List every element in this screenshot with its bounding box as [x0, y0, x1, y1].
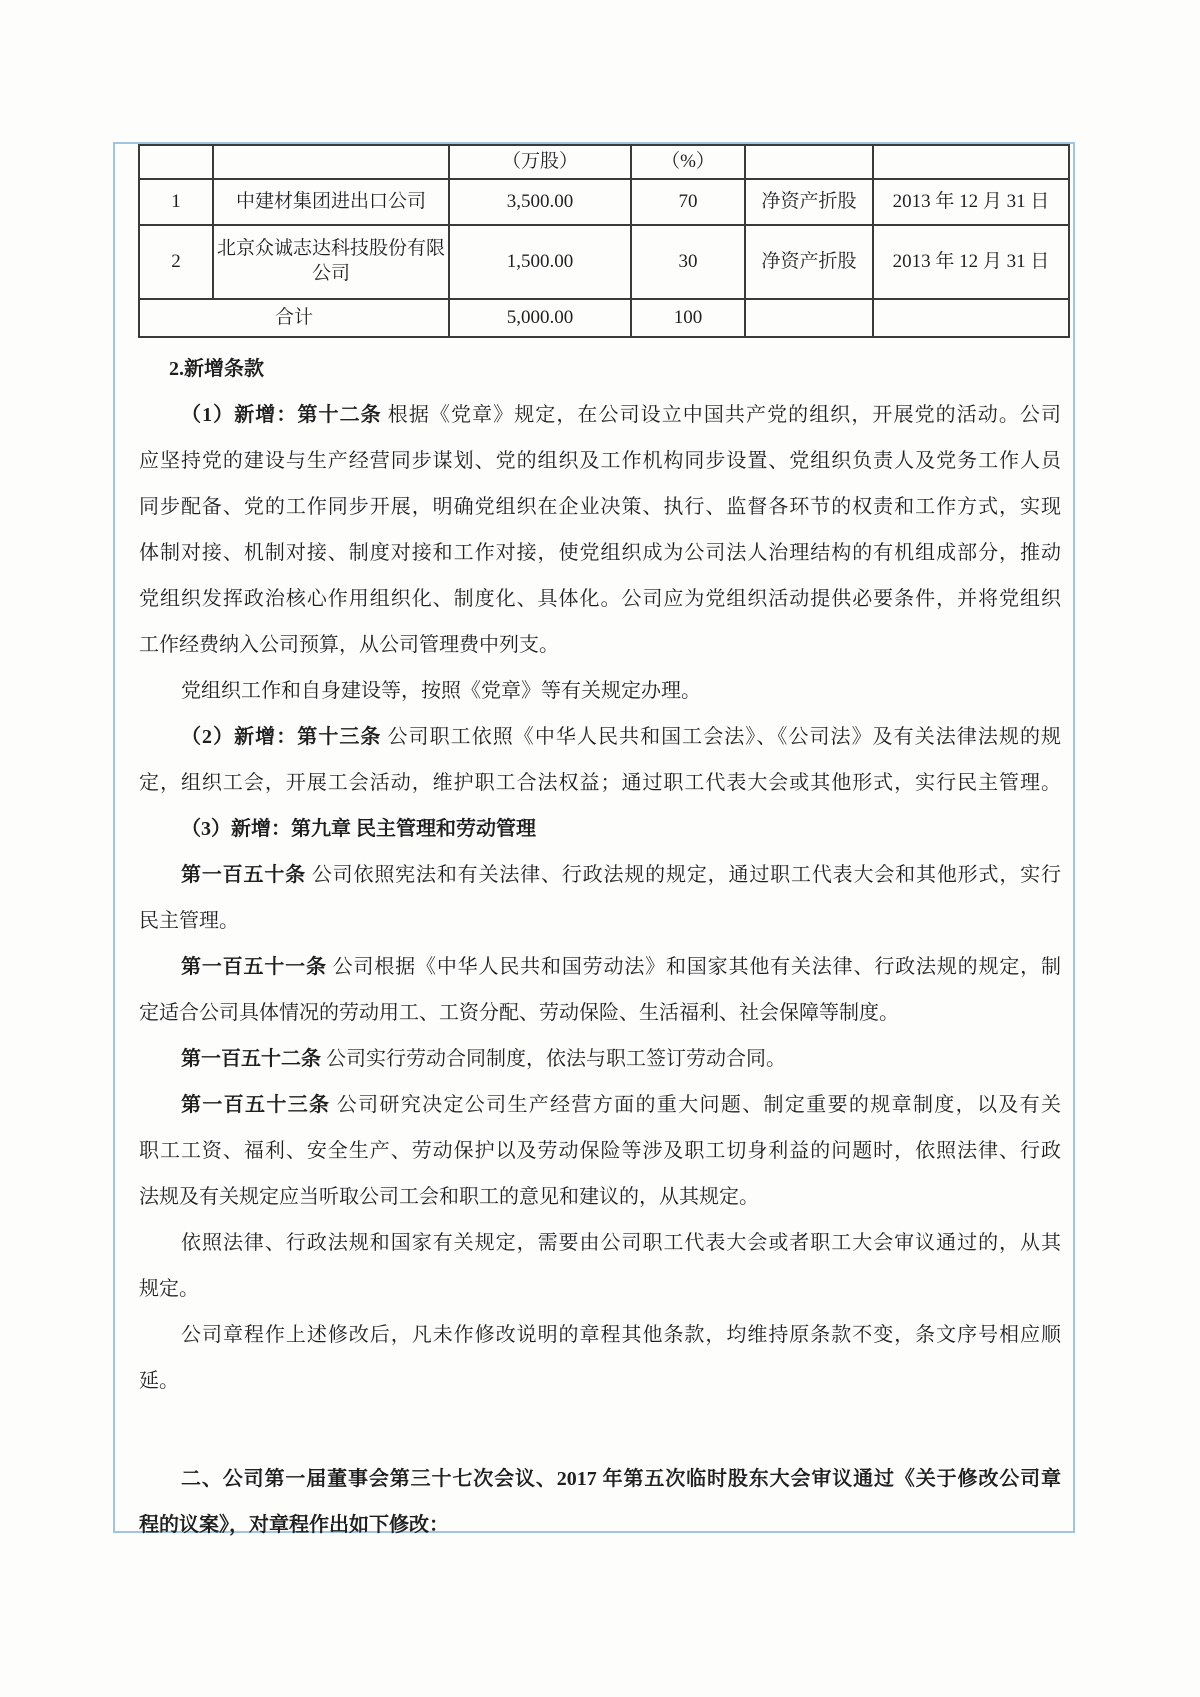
cell-total-label: 合计	[139, 299, 449, 337]
doc-line: 延。	[139, 1370, 179, 1392]
doc-line: 第一百五十二条 公司实行劳动合同制度，依法与职工签订劳动合同。	[181, 1048, 786, 1070]
doc-line: 定适合公司具体情况的劳动用工、工资分配、劳动保险、生活福利、社会保障等制度。	[139, 1002, 899, 1024]
doc-line: 工作经费纳入公司预算，从公司管理费中列支。	[139, 634, 559, 656]
doc-line: 党组织发挥政治核心作用组织化、制度化、具体化。公司应为党组织活动提供必要条件，并将党组织	[139, 588, 1061, 610]
table-row	[139, 225, 1069, 299]
doc-line: 第一百五十条 公司依照宪法和有关法律、行政法规的规定，通过职工代表大会和其他形式，实行	[181, 864, 1061, 886]
doc-line: 规定。	[139, 1278, 199, 1300]
doc-line: 依照法律、行政法规和国家有关规定，需要由公司职工代表大会或者职工大会审议通过的，从其	[181, 1232, 1061, 1254]
cell-company: 北京众诚志达科技股份有限公司	[213, 225, 449, 299]
cell-index: 1	[139, 179, 213, 225]
cell-company: 中建材集团进出口公司	[213, 179, 449, 225]
section-heading: （3）新增：第九章 民主管理和劳动管理	[181, 818, 536, 840]
document-body	[139, 346, 1061, 1548]
doc-line: （2）新增：第十三条 公司职工依照《中华人民共和国工会法》、《公司法》及有关法律法规的规	[181, 726, 1061, 748]
doc-line: 体制对接、机制对接、制度对接和工作对接，使党组织成为公司法人治理结构的有机组成部分，推动	[139, 542, 1061, 564]
table-row	[139, 179, 1069, 225]
doc-line: 第一百五十一条 公司根据《中华人民共和国劳动法》和国家其他有关法律、行政法规的规定，制	[181, 956, 1061, 978]
cell-percent: 30	[631, 225, 745, 299]
header-cell-company	[213, 145, 449, 179]
cell-percent: 70	[631, 179, 745, 225]
cell-total-date	[873, 299, 1069, 337]
doc-line: 法规及有关规定应当听取公司工会和职工的意见和建议的，从其规定。	[139, 1186, 759, 1208]
doc-line: 第一百五十三条 公司研究决定公司生产经营方面的重大问题、制定重要的规章制度，以及有关	[181, 1094, 1061, 1116]
doc-line: 公司章程作上述修改后，凡未作修改说明的章程其他条款，均维持原条款不变，条文序号相应顺	[181, 1324, 1061, 1346]
cell-total-shares: 5,000.00	[449, 299, 631, 337]
cell-date: 2013 年 12 月 31 日	[873, 179, 1069, 225]
table-total-row	[139, 299, 1069, 337]
cell-shares: 1,500.00	[449, 225, 631, 299]
cell-total-percent: 100	[631, 299, 745, 337]
doc-line: 同步配备、党的工作同步开展，明确党组织在企业决策、执行、监督各环节的权责和工作方式，实现	[139, 496, 1061, 518]
header-cell-percent-unit: （%）	[631, 145, 745, 179]
doc-line: 应坚持党的建设与生产经营同步谋划、党的组织及工作机构同步设置、党组织负责人及党务工作人员	[139, 450, 1061, 472]
content-frame	[113, 142, 1075, 1536]
cell-index: 2	[139, 225, 213, 299]
cell-date: 2013 年 12 月 31 日	[873, 225, 1069, 299]
header-cell-index	[139, 145, 213, 179]
header-cell-method	[745, 145, 873, 179]
doc-line: 职工工资、福利、安全生产、劳动保护以及劳动保险等涉及职工切身利益的问题时，依照法律、行政	[139, 1140, 1061, 1162]
doc-line: 民主管理。	[139, 910, 239, 932]
cell-total-method	[745, 299, 873, 337]
section-heading: 2.新增条款	[169, 358, 264, 380]
header-cell-shares-unit: （万股）	[449, 145, 631, 179]
doc-line: 定，组织工会，开展工会活动，维护职工合法权益；通过职工代表大会或其他形式，实行民主管理。	[139, 772, 1061, 794]
table-header-row	[139, 145, 1069, 179]
section-heading: 二、公司第一届董事会第三十七次会议、2017 年第五次临时股东大会审议通过《关于修改公司章	[181, 1468, 1061, 1490]
shareholders-table	[138, 144, 1070, 338]
section-heading: 程的议案》，对章程作出如下修改：	[139, 1514, 449, 1536]
cell-shares: 3,500.00	[449, 179, 631, 225]
header-cell-date	[873, 145, 1069, 179]
cell-method: 净资产折股	[745, 179, 873, 225]
doc-line: 党组织工作和自身建设等，按照《党章》等有关规定办理。	[181, 680, 701, 702]
cell-method: 净资产折股	[745, 225, 873, 299]
doc-line: （1）新增：第十二条 根据《党章》规定，在公司设立中国共产党的组织，开展党的活动。公司	[181, 404, 1061, 426]
